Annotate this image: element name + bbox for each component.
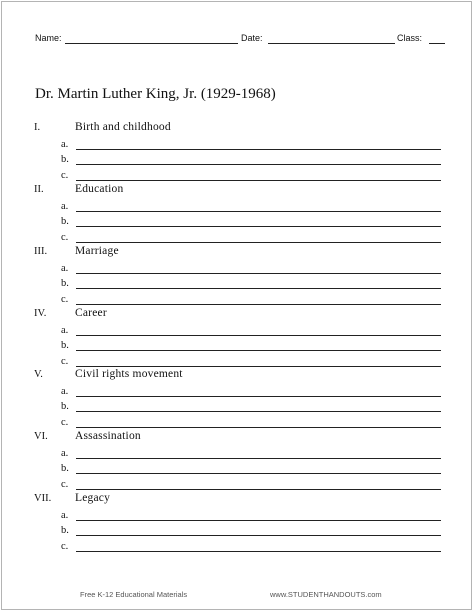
section-title: Assassination [75, 430, 141, 442]
item-letter: b. [61, 278, 69, 289]
item-letter: a. [61, 386, 69, 397]
item-letter: a. [61, 325, 69, 336]
answer-line[interactable] [76, 366, 441, 367]
date-field[interactable] [268, 43, 395, 44]
section-numeral: III. [34, 246, 48, 257]
answer-line[interactable] [76, 242, 441, 243]
student-info-row [35, 33, 447, 47]
answer-line[interactable] [76, 411, 441, 412]
section-title: Education [75, 183, 124, 195]
section-numeral: V. [34, 369, 43, 380]
item-letter: c. [61, 417, 69, 428]
section-title: Legacy [75, 492, 111, 504]
worksheet-page [1, 1, 472, 610]
section-numeral: II. [34, 184, 44, 195]
item-letter: b. [61, 154, 69, 165]
item-letter: c. [61, 232, 69, 243]
date-label: Date: [241, 33, 263, 43]
footer-left-text: Free K-12 Educational Materials [80, 590, 188, 599]
item-letter: a. [61, 139, 69, 150]
name-label: Name: [35, 33, 62, 43]
answer-line[interactable] [76, 164, 441, 165]
section-numeral: VII. [34, 493, 52, 504]
answer-line[interactable] [76, 273, 441, 274]
answer-line[interactable] [76, 211, 441, 212]
section-numeral: IV. [34, 308, 47, 319]
answer-line[interactable] [76, 226, 441, 227]
footer-website[interactable]: www.STUDENTHANDOUTS.com [270, 590, 382, 599]
item-letter: a. [61, 510, 69, 521]
answer-line[interactable] [76, 396, 441, 397]
item-letter: b. [61, 216, 69, 227]
name-field[interactable] [65, 43, 238, 44]
answer-line[interactable] [76, 304, 441, 305]
section-title: Civil rights movement [75, 368, 183, 380]
item-letter: c. [61, 294, 69, 305]
answer-line[interactable] [76, 489, 441, 490]
answer-line[interactable] [76, 350, 441, 351]
answer-line[interactable] [76, 473, 441, 474]
item-letter: c. [61, 170, 69, 181]
section-title: Marriage [75, 245, 119, 257]
answer-line[interactable] [76, 427, 441, 428]
section-numeral: I. [34, 122, 41, 133]
item-letter: a. [61, 448, 69, 459]
class-label: Class: [397, 33, 423, 43]
item-letter: c. [61, 356, 69, 367]
answer-line[interactable] [76, 180, 441, 181]
item-letter: b. [61, 401, 69, 412]
item-letter: c. [61, 479, 69, 490]
section-title: Birth and childhood [75, 121, 171, 133]
class-field[interactable] [429, 43, 445, 44]
answer-line[interactable] [76, 520, 441, 521]
answer-line[interactable] [76, 335, 441, 336]
item-letter: c. [61, 541, 69, 552]
item-letter: b. [61, 340, 69, 351]
answer-line[interactable] [76, 149, 441, 150]
item-letter: b. [61, 525, 69, 536]
item-letter: a. [61, 201, 69, 212]
answer-line[interactable] [76, 535, 441, 536]
item-letter: a. [61, 263, 69, 274]
item-letter: b. [61, 463, 69, 474]
answer-line[interactable] [76, 458, 441, 459]
answer-line[interactable] [76, 288, 441, 289]
section-title: Career [75, 307, 107, 319]
answer-line[interactable] [76, 551, 441, 552]
page-title: Dr. Martin Luther King, Jr. (1929-1968) [35, 86, 276, 102]
section-numeral: VI. [34, 431, 48, 442]
